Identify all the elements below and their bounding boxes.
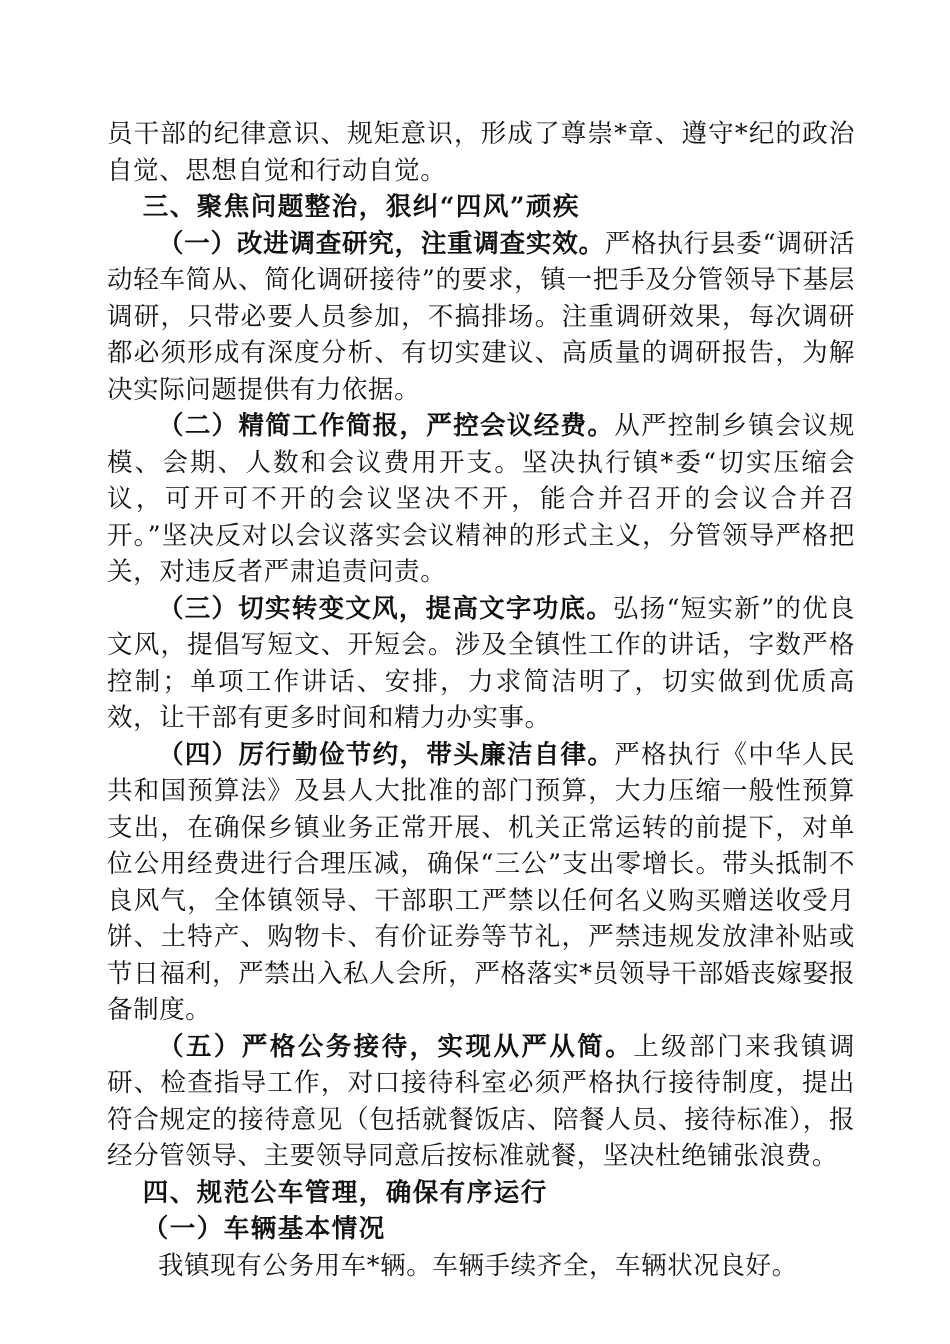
paragraph-item-5 [107, 1029, 855, 1175]
item-5-body: 上级部门来我镇调研、检查指导工作，对口接待科室必须严格执行接待制度，提出符合规定的接待意见（包括就餐饭店、陪餐人员、接待标准），报经分管领导、主要领导同意后按标准就餐，坚决杜绝铺张浪费。 [107, 1031, 855, 1171]
section-heading-3: 三、聚焦问题整治，狠纠“四风”顽疾 [142, 192, 581, 222]
item-3-lead: （三）切实转变文风，提高文字功底。 [158, 593, 613, 624]
item-5-lead: （五）严格公务接待，实现从严从简。 [158, 1031, 634, 1062]
document-page [107, 116, 855, 1284]
item-4-lead: （四）厉行勤俭节约，带头廉洁自律。 [158, 739, 615, 770]
paragraph-item-1 [107, 226, 855, 409]
subsection-heading-4-1: （一）车辆基本情况 [142, 1214, 386, 1244]
item-3-body: 弘扬“短实新”的优良文风，提倡写短文、开短会。涉及全镇性工作的讲话，字数严格控制；单项工作讲话、安排，力求简洁明了，切实做到优质高效，让干部有更多时间和精力办实事。 [107, 593, 856, 733]
paragraph-item-3 [107, 591, 855, 737]
item-4-body: 严格执行《中华人民共和国预算法》及县人大批准的部门预算，大力压缩一般性预算支出，在确保乡镇业务正常开展、机关正常运转的前提下，对单位公用经费进行合理压减，确保“三公”支出零增长。带头抵制不良风气，全体镇领导、干部职工严禁以任何名义购买赠送收受月饼、土特产、购物卡、有价证券等节礼，严禁违规发放津补贴或节日福利，严禁出入私人会所，严格落实*员领导干部婚丧嫁娶报备制度。 [107, 739, 856, 1025]
paragraph-item-4 [107, 737, 855, 1029]
item-1-body: 严格执行县委“调研活动轻车简从、简化调研接待”的要求，镇一把手及分管领导下基层调研，只带必要人员参加，不搞排场。注重调研效果，每次调研都必须形成有深度分析、有切实建议、高质量的调研报告，为解决实际问题提供有力依据。 [107, 228, 855, 405]
item-1-lead: （一）改进调查研究，注重调查实效。 [158, 228, 605, 259]
item-2-lead: （二）精简工作简报，严控会议经费。 [158, 411, 615, 441]
paragraph-continuation: 员干部的纪律意识、规矩意识，形成了尊崇*章、遵守*纪的政治自觉、思想自觉和行动自觉。 [107, 119, 855, 186]
item-2-body: 从严控制乡镇会议规模、会期、人数和会议费用开支。坚决执行镇*委“切实压缩会议，可开可不开的会议坚决不开，能合并召开的会议合并召开。”坚决反对以会议落实会议精神的形式主义，分管领导严格把关，对违反者严肃追责问责。 [107, 411, 856, 587]
paragraph-vehicles: 我镇现有公务用车*辆。车辆手续齐全，车辆状况良好。 [158, 1250, 798, 1281]
paragraph-item-2 [107, 408, 855, 591]
section-heading-4: 四、规范公车管理，确保有序运行 [142, 1177, 548, 1208]
